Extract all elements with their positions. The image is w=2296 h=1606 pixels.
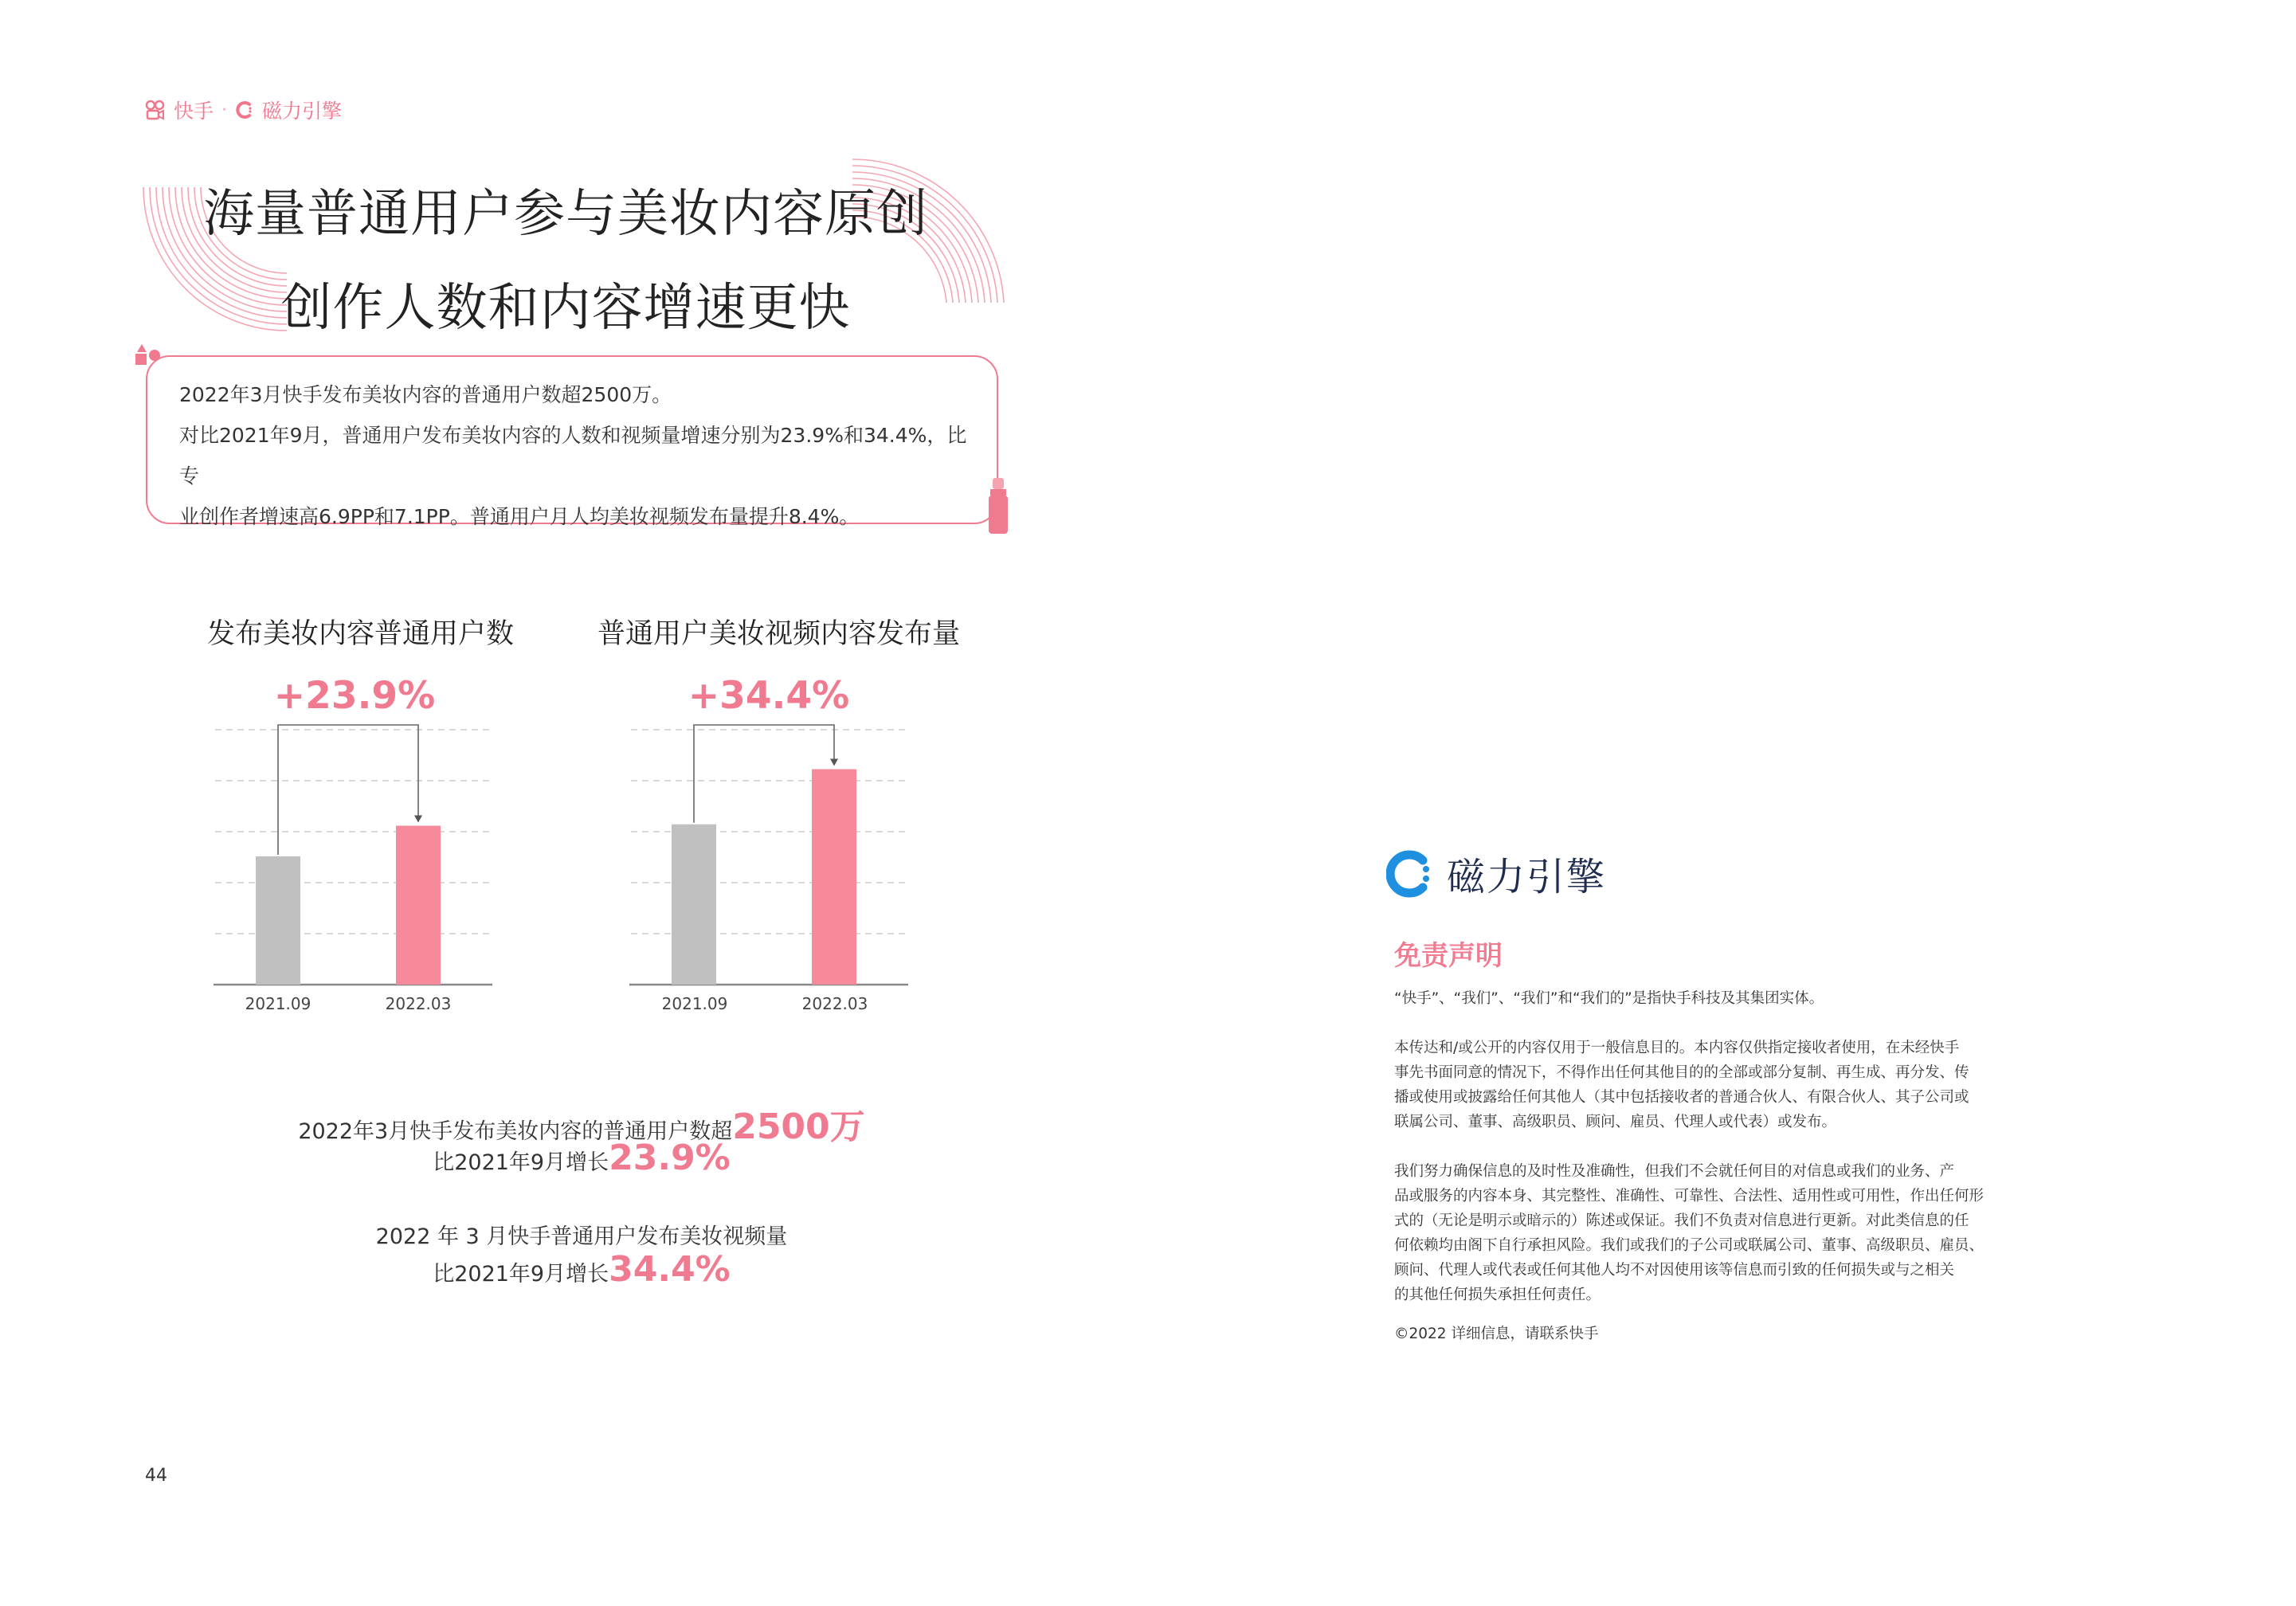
stat-users-growth: [239, 1138, 924, 1178]
stat-videos-text: 2022 年 3 月快手普通用户发布美妆视频量: [375, 1224, 788, 1249]
chart2-tick-1: 2022.03: [801, 994, 868, 1013]
disclaimer-para-3: [1394, 1159, 2000, 1307]
chart2-tick-0: 2021.09: [661, 994, 728, 1013]
stat-users-text: 2022年3月快手发布美妆内容的普通用户数超: [298, 1119, 733, 1144]
chart2-title: 普通用户美妆视频内容发布量: [598, 618, 961, 650]
chart1-growth-label: +23.9%: [273, 674, 436, 718]
page-title-line1: 海量普通用户参与美妆内容原创: [203, 185, 928, 244]
brand-logo: [1386, 846, 1606, 901]
disclaimer-para-2-line: 联属公司、董事、高级职员、顾问、雇员、代理人或代表）或发布。: [1394, 1114, 1837, 1130]
chart1-plot: [207, 717, 502, 988]
disclaimer-para-3-line: 的其他任何损失承担任何责任。: [1394, 1287, 1601, 1303]
chart2-arrow-icon: [830, 759, 838, 766]
disclaimer-para-3-line: 何依赖均由阁下自行承担风险。我们或我们的子公司或联属公司、董事、高级职员、雇员、: [1394, 1237, 1985, 1254]
header-brand-left: 快手: [174, 100, 214, 123]
stat-videos-growth: [239, 1249, 924, 1290]
summary-line1: 2022年3月快手发布美妆内容的普通用户数超2500万。: [179, 383, 672, 406]
header-separator: ·: [221, 100, 228, 120]
chart1-tick-1: 2022.03: [385, 994, 452, 1013]
disclaimer-para-3-line: 顾问、代理人或代表或任何其他人均不对因使用该等信息而引致的任何损失或与之相关: [1394, 1262, 1955, 1279]
disclaimer-para-1-text: “快手”、“我们”、“我们”和“我们的”是指快手科技及其集团实体。: [1394, 990, 1824, 1007]
summary-line3: 业创作者增速高6.9PP和7.1PP。普通用户月人均美妆视频发布量提升8.4%。: [179, 505, 860, 528]
chart1-arrow-icon: [414, 816, 422, 823]
header-brand-right: 磁力引擎: [262, 100, 343, 123]
disclaimer-para-2-line: 本传达和/或公开的内容仅用于一般信息目的。本内容仅供指定接收者使用，在未经快手: [1394, 1040, 1960, 1056]
lipstick-icon: [986, 475, 1010, 535]
page-number: 44: [145, 1466, 167, 1486]
summary-line2: 对比2021年9月，普通用户发布美妆内容的人数和视频量增速分别为23.9%和34.4%，比专: [179, 424, 967, 488]
kuaishou-logo-icon: [145, 100, 166, 120]
summary-text: [179, 374, 976, 537]
shapes-decoration-icon: [134, 343, 163, 370]
chart2-growth-label: +34.4%: [688, 674, 850, 718]
disclaimer-para-3-line: 式的（无论是明示或暗示的）陈述或保证。我们不负责对信息进行更新。对此类信息的任: [1394, 1212, 1969, 1229]
disclaimer-para-2-line: 事先书面同意的情况下，不得作出任何其他目的的全部或部分复制、再生成、再分发、传: [1394, 1064, 1969, 1081]
chart1-tick-0: 2021.09: [245, 994, 311, 1013]
stat-users-value: 2500万: [732, 1107, 865, 1147]
stat-videos-growth-text: 比2021年9月增长: [433, 1262, 609, 1287]
cili-engine-logo-icon: [235, 100, 254, 119]
page-title: [127, 167, 1004, 355]
disclaimer-title: 免责声明: [1394, 940, 1503, 972]
page-title-line2: 创作人数和内容增速更快: [280, 279, 851, 338]
chart1-bar-1: [396, 826, 441, 985]
chart1-bar-0: [256, 856, 300, 985]
stat-users-growth-value: 23.9%: [609, 1138, 731, 1178]
header-logo: [145, 96, 342, 124]
stat-users-growth-text: 比2021年9月增长: [433, 1150, 609, 1175]
chart1-title: 发布美妆内容普通用户数: [207, 618, 515, 650]
disclaimer-para-3-line: 我们努力确保信息的及时性及准确性，但我们不会就任何目的对信息或我们的业务、产: [1394, 1163, 1955, 1180]
chart2-bar-1: [812, 770, 856, 985]
cili-engine-logo-icon: [1386, 849, 1436, 899]
stat-videos-growth-value: 34.4%: [609, 1249, 731, 1290]
disclaimer-para-2-line: 播或使用或披露给任何其他人（其中包括接收者的普通合伙人、有限合伙人、其子公司或: [1394, 1089, 1969, 1106]
disclaimer-para-1: [1394, 986, 2000, 1011]
disclaimer-para-3-line: 品或服务的内容本身、其完整性、准确性、可靠性、合法性、适用性或可用性，作出任何形: [1394, 1188, 1985, 1204]
chart2-bar-0: [672, 825, 716, 985]
copyright: ©2022 详细信息，请联系快手: [1394, 1326, 1599, 1342]
chart2-plot: [623, 717, 918, 988]
brand-name: 磁力引擎: [1447, 855, 1607, 899]
stat-videos: [239, 1219, 924, 1250]
disclaimer-para-2: [1394, 1036, 2000, 1134]
disclaimer-body: [1394, 986, 2000, 1332]
